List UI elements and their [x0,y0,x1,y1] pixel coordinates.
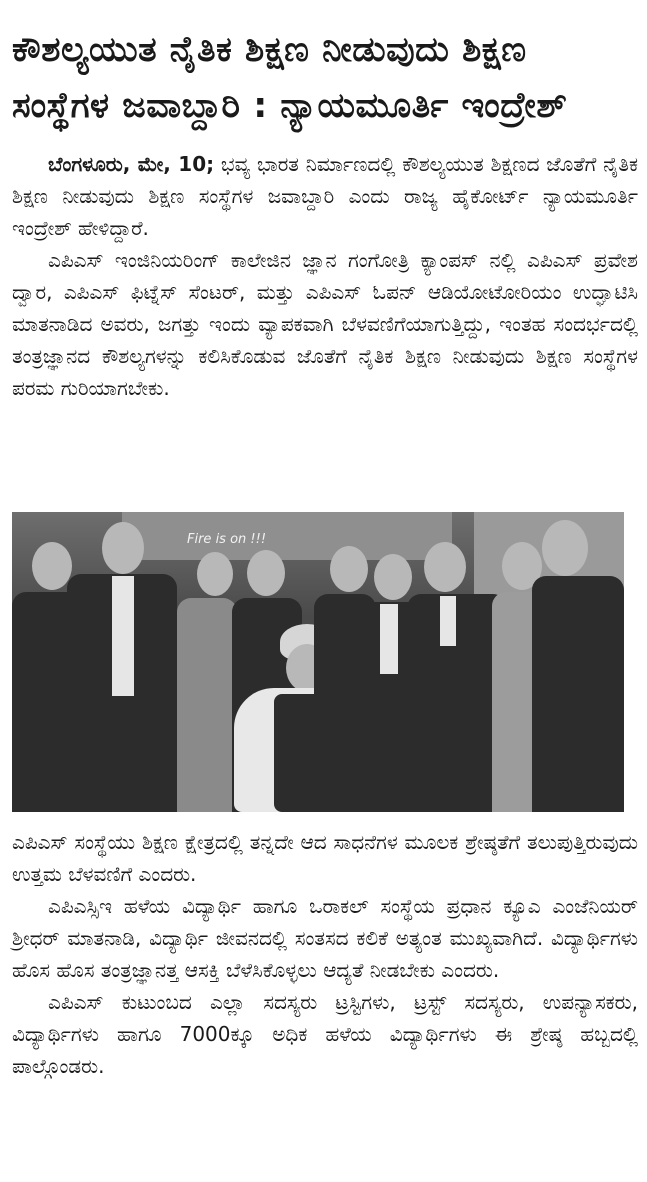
headline [12,22,636,134]
dateline: ಬೆಂಗಳೂರು, ಮೇ, 10; [48,152,215,176]
photo-banner-text: Fire is on !!! [187,532,267,547]
paragraph-3: ಎಪಿಎಸ್ ಸಂಸ್ಥೆಯು ಶಿಕ್ಷಣ ಕ್ಷೇತ್ರದಲ್ಲಿ ತನ್ನದೇ ಆದ ಸಾಧನೆಗಳ ಮೂಲಕ ಶ್ರೇಷ್ಠತೆಗೆ ತಲುಪುತ್ತಿರುವುದು ಉತ್ತಮ ಬೆಳವಣಿಗೆ ಎಂದರು. [12,830,638,886]
article-body-top [12,148,638,404]
headline-line-2: ಸಂಸ್ಥೆಗಳ ಜವಾಬ್ದಾರಿ : ನ್ಯಾಯಮೂರ್ತಿ ಇಂದ್ರೇಶ್ [12,86,568,126]
photo-banner [122,512,452,560]
news-photo [12,512,624,812]
article-body-bottom [12,826,638,1082]
paragraph-4: ಎಪಿಎಸ್ಸಿಇ ಹಳೆಯ ವಿದ್ಯಾರ್ಥಿ ಹಾಗೂ ಒರಾಕಲ್ ಸಂಸ್ಥೆಯ ಪ್ರಧಾನ ಕ್ಯೂಎ ಎಂಜೆನಿಯರ್ ಶ್ರೀಧರ್ ಮಾತನಾಡಿ, ವಿದ್ಯಾರ್ಥಿ ಜೀವನದಲ್ಲಿ ಸಂತಸದ ಕಲಿಕೆ ಅತ್ಯಂತ ಮುಖ್ಯವಾಗಿದೆ. ವಿದ್ಯಾರ್ಥಿಗಳು ಹೊಸ ಹೊಸ ತಂತ್ರಜ್ಞಾನತ್ತ ಆಸಕ್ತಿ ಬೆಳೆಸಿಕೊಳ್ಳಲು ಆದ್ಯತೆ ನೀಡಬೇಕು ಎಂದರು. [12,894,638,982]
paragraph-2: ಎಪಿಎಸ್ ಇಂಜಿನಿಯರಿಂಗ್ ಕಾಲೇಜಿನ ಜ್ಞಾನ ಗಂಗೋತ್ರಿ ಕ್ಯಾಂಪಸ್ ನಲ್ಲಿ ಎಪಿಎಸ್ ಪ್ರವೇಶ ದ್ವಾರ, ಎಪಿಎಸ್ ಫಿಟ್ನೆಸ್ ಸೆಂಟರ್, ಮತ್ತು ಎಪಿಎಸ್ ಓಪನ್ ಆಡಿಯೋಟೋರಿಯಂ ಉದ್ಘಾಟಿಸಿ ಮಾತನಾಡಿದ ಅವರು, ಜಗತ್ತು ಇಂದು ವ್ಯಾಪಕವಾಗಿ ಬೆಳವಣಿಗೆಯಾಗುತ್ತಿದ್ದು, ಇಂತಹ ಸಂದರ್ಭದಲ್ಲಿ ತಂತ್ರಜ್ಞಾನದ ಕೌಶಲ್ಯಗಳನ್ನು ಕಲಿಸಿಕೊಡುವ ಜೊತೆಗೆ ನೈತಿಕ ಶಿಕ್ಷಣ ನೀಡುವುದು ಶಿಕ್ಷಣ ಸಂಸ್ಥೆಗಳ ಪರಮ ಗುರಿಯಾಗಬೇಕು. [12,248,638,400]
paragraph-5: ಎಪಿಎಸ್ ಕುಟುಂಬದ ಎಲ್ಲಾ ಸದಸ್ಯರು ಟ್ರಸ್ಟಿಗಳು, ಟ್ರಸ್ಟ್ ಸದಸ್ಯರು, ಉಪನ್ಯಾಸಕರು, ವಿದ್ಯಾರ್ಥಿಗಳು ಹಾಗೂ 7000ಕ್ಕೂ ಅಧಿಕ ಹಳೆಯ ವಿದ್ಯಾರ್ಥಿಗಳು ಈ ಶ್ರೇಷ್ಠ ಹಬ್ಬದಲ್ಲಿ ಪಾಲ್ಗೊಂಡರು. [12,990,638,1078]
headline-line-1: ಕೌಶಲ್ಯಯುತ ನೈತಿಕ ಶಿಕ್ಷಣ ನೀಡುವುದು ಶಿಕ್ಷಣ [12,30,527,70]
paragraph-1-text: ಭವ್ಯ ಭಾರತ ನಿರ್ಮಾಣದಲ್ಲಿ ಕೌಶಲ್ಯಯುತ ಶಿಕ್ಷಣದ ಜೊತೆಗೆ ನೈತಿಕ ಶಿಕ್ಷಣ ನೀಡುವುದು ಶಿಕ್ಷಣ ಸಂಸ್ಥೆಗಳ ಜವಾಬ್ದಾರಿ ಎಂದು ರಾಜ್ಯ ಹೈಕೋರ್ಟ್ ನ್ಯಾಯಮೂರ್ತಿ ಇಂದ್ರೇಶ್ ಹೇಳಿದ್ದಾರೆ. [12,152,638,240]
paragraph-1 [12,148,638,244]
